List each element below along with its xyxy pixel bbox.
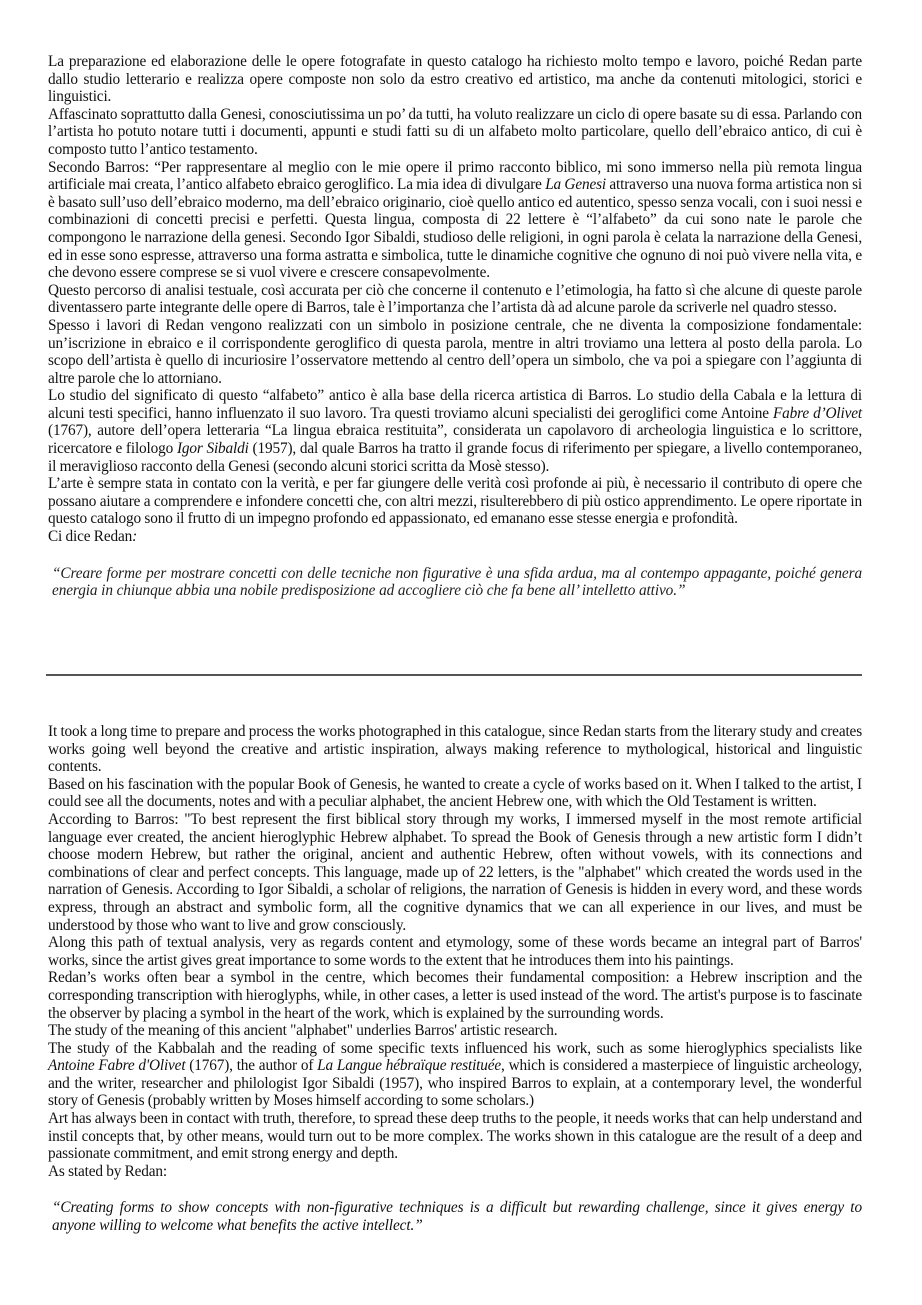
english-quote-intro: As stated by Redan: — [48, 1162, 168, 1180]
english-redan-quote: “Creating forms to show concepts with non-figurative techniques is a difficult but rewarding challenge, since it gives energy to anyone willing to welcome what benefits the active intellect.” — [52, 1199, 862, 1235]
langue-hebraique-title: La Langue hébraïque restituée — [317, 1057, 502, 1075]
italian-section — [48, 53, 862, 600]
italian-paragraph-art: L’arte è sempre stata in contato con la verità, e per far giungere delle verità così profonde ai più, è necessario il contributo di opere che possano aiutare a comprendere e infondere concetti che, con altri mezzi, risulterebbero di più ostico apprendimento. Le opere riportate in questo catalogo sono il frutto di un impegno profondo ed appassionato, ed emanano esse stesse energia e profondità. — [48, 475, 862, 528]
italian-paragraph-symbol: Spesso i lavori di Redan vengono realizzati con un simbolo in posizione centrale, che ne diventa la composizione fondamentale: un’iscrizione in ebraico e il corrispondente geroglifico di questa parola, mentre in altri troviamo una lettera al posto della parola. Lo scopo dell’artista è quello di incuriosire l’osservatore mettendo al centro dell’opera un simbolo, che va poi a spiegare con l’aggiunta di altre parole che lo attorniano. — [48, 316, 862, 387]
study-text-1: Lo studio del significato di questo “alfabeto” antico è alla base della ricerca artistica di Barros. Lo studio della Cabala e la lettura di alcuni testi specifici, hanno influenzato il suo lavoro. Tra questi troviamo alcuni specialisti dei geroglifici come Antoine — [48, 387, 862, 422]
barros-quote-start: Secondo Barros: “Per rappresentare al meglio con le mie opere il primo racconto biblico, mi sono immerso nella più remota lingua artificiale mai creata, l’antico alfabeto ebraico geroglifico. La mia idea di divulgare — [48, 158, 862, 194]
fabre-dolivet-name: Antoine Fabre d'Olivet — [48, 1057, 186, 1075]
kabbalah-text-3: , which is considered a masterpiece of linguistic archeology, and the writer, researcher and philologist Igor Sibaldi (1957), who inspired Barros to explain, at a contemporary level, the wonderful story of Genesis (probably written by Moses himself according to some scholars.) — [48, 1057, 862, 1110]
study-text-2: (1767), autore dell’opera letteraria “La lingua ebraica restituita”, considerata un capolavoro di archeologia linguistica e lo scrittore, ricercatore e filologo — [48, 422, 862, 458]
barros-quote-end: attraverso una nuova forma artistica non si è basato sull’uso dell’ebraico moderno, ma dell’ebraico originario, cioè quello antico ed autentico, spesso senza vocali, con i suoi nessi e combinazioni di concetti precisi e perfetti. Questa lingua, composta di 22 lettere è “l’alfabeto” da cui sono nate le parole che compongono le narrazione della genesi. Secondo Igor Sibaldi, studioso delle religioni, in ogni parola è celata la narrazione della Genesi, ed in esse sono espresse, attraverso una forma astratta e simbolica, tutte le dinamiche cognitive che ognuno di noi può vivere nella vita, e che devono essere comprese se si vuol vivere e crescere consapevolmente. — [48, 176, 863, 282]
english-section — [48, 723, 862, 1235]
english-paragraph-kabbalah — [48, 1040, 862, 1110]
italian-quote-intro — [48, 528, 862, 546]
english-paragraph-symbol: Redan’s works often bear a symbol in the centre, which becomes their fundamental composition: a Hebrew inscription and the corresponding transcription with hieroglyphs, while, in other cases, a letter is used instead of the word. The artist's purpose is to fascinate the observer by placing a symbol in the heart of the work, which is explained by the surrounding words. — [48, 969, 862, 1022]
igor-sibaldi-name: Igor Sibaldi — [176, 440, 249, 458]
italian-redan-quote: “Creare forme per mostrare concetti con delle tecniche non figurative è una sfida ardua, ma al contempo appagante, poiché genera energia in chiunque abbia una nobile predisposizione ad accogliere ciò che fa bene all’ intelletto attivo.” — [52, 564, 862, 600]
italian-paragraph-study — [48, 387, 862, 475]
kabbalah-text-1: The study of the Kabbalah and the reading of some specific texts influenced his work, such as some hieroglyphics specialists like — [48, 1039, 862, 1057]
english-paragraph-genesis: Based on his fascination with the popular Book of Genesis, he wanted to create a cycle of works based on it. When I talked to the artist, I could see all the documents, notes and with a peculiar alphabet, the ancient Hebrew one, with which the Old Testament is written. — [48, 775, 862, 811]
italian-paragraph-intro: La preparazione ed elaborazione delle le opere fotografate in questo catalogo ha richiesto molto tempo e lavoro, poiché Redan parte dallo studio letterario e realizza opere composte non solo da estro creativo ed artistico, ma anche da contenuti mitologici, storici e linguistici. — [48, 53, 862, 106]
quote-intro-colon: : — [132, 528, 138, 546]
italian-paragraph-analysis: Questo percorso di analisi testuale, così accurata per ciò che concerne il contenuto e l’etimologia, ha fatto sì che alcune di queste parole diventassero parte integrante delle opere di Barros, tale è l’importanza che l’artista dà ad alcune parole da scriverle nel quadro stesso. — [48, 281, 862, 317]
english-paragraph-alphabet: The study of the meaning of this ancient "alphabet" underlies Barros' artistic research. — [48, 1022, 558, 1040]
italian-paragraph-barros-quote — [48, 159, 862, 282]
kabbalah-text-2: (1767), the author of — [185, 1057, 318, 1075]
english-paragraph-analysis: Along this path of textual analysis, very as regards content and etymology, some of these words became an integral part of Barros' works, since the artist gives great importance to some words to the extent that he introduces them into his paintings. — [48, 934, 862, 969]
section-divider — [46, 674, 862, 676]
italian-paragraph-genesis: Affascinato soprattutto dalla Genesi, conosciutissima un po’ da tutti, ha voluto realizzare un ciclo di opere basate su di essa. Parlando con l’artista ho potuto notare tutti i documenti, appunti e studi fatti su di un alfabeto molto particolare, quello dell’ebraico antico, di cui è composto tutto l’antico testamento. — [48, 105, 862, 158]
la-genesi-title: La Genesi — [545, 176, 607, 194]
study-text-3: (1957), dal quale Barros ha tratto il grande focus di riferimento per spiegare, a livello contemporaneo, il meraviglioso racconto della Genesi (secondo alcuni storici scritta da Mosè stesso). — [48, 440, 863, 475]
english-paragraph-art: Art has always been in contact with truth, therefore, to spread these deep truths to the people, it needs works that can help understand and instil concepts that, by other means, would turn out to be more complex. The works shown in this catalogue are the result of a deep and passionate commitment, and emit strong energy and depth. — [48, 1110, 862, 1163]
quote-intro-label: Ci dice Redan — [48, 528, 133, 546]
english-paragraph-intro: It took a long time to prepare and process the works photographed in this catalogue, since Redan starts from the literary study and creates works going well beyond the creative and artistic inspiration, always making reference to mythological, historical and linguistic contents. — [48, 723, 862, 776]
fabre-dolivet-name: Fabre d’Olivet — [772, 404, 863, 422]
english-paragraph-barros-quote: According to Barros: "To best represent the first biblical story through my works, I immersed myself in the most remote artificial language ever created, the ancient hieroglyphic Hebrew alphabet. To spread the Book of Genesis through a new artistic form I didn’t choose modern Hebrew, but rather the original, ancient and authentic Hebrew, often without vowels, with its connections and combinations of clear and perfect concepts. This language, made up of 22 letters, is the "alphabet" which created the words used in the narration of Genesis. According to Igor Sibaldi, a scholar of religions, the narration of Genesis is hidden in every word, and these words express, through an abstract and symbolic form, all the cognitive dynamics that we can all experience in our lives, and must be understood by those who want to live and grow consciously. — [48, 810, 862, 934]
